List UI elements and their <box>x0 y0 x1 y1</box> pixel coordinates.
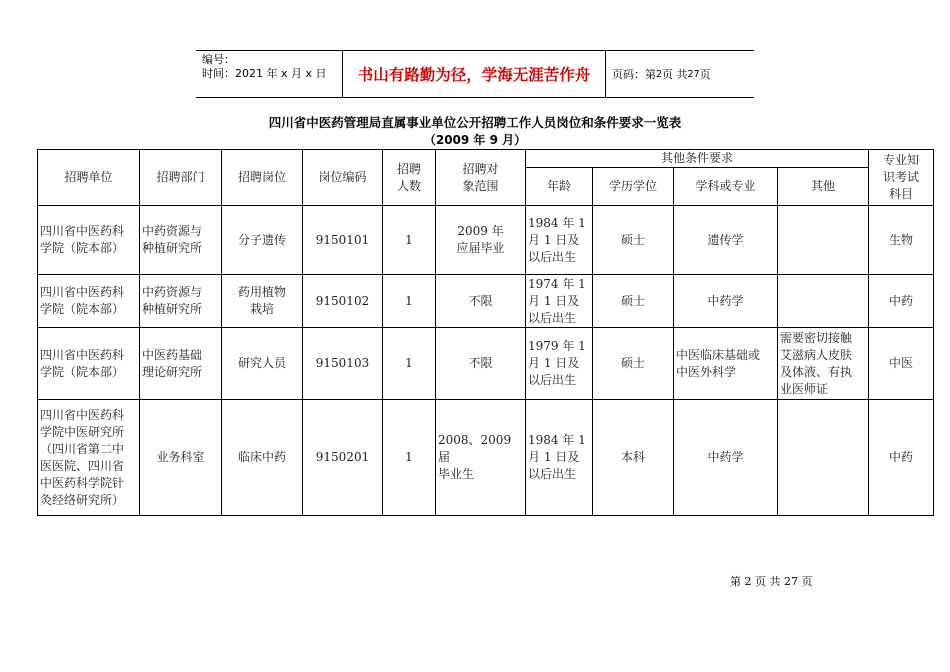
page-mid: 页 共 <box>662 68 688 81</box>
table-header-row <box>38 150 934 168</box>
cell-other: 需要密切接触 艾滋病人皮肤 及体液、有执 业医师证 <box>778 328 869 400</box>
table-row <box>38 206 934 275</box>
cell-edu: 硕士 <box>593 275 674 328</box>
document-subtitle: （2009 年 9 月） <box>423 133 527 147</box>
cell-unit: 四川省中医药科 学院（院本部） <box>38 328 140 400</box>
cell-count: 1 <box>383 400 436 516</box>
cell-count: 1 <box>383 206 436 275</box>
cell-major: 中药学 <box>674 400 778 516</box>
header-exam: 专业知 识考试 科目 <box>869 150 934 206</box>
cell-dept: 中药资源与 种植研究所 <box>140 275 222 328</box>
page-suffix: 页 <box>699 68 711 81</box>
header-meta <box>196 51 342 97</box>
cell-unit: 四川省中医药科 学院（院本部） <box>38 206 140 275</box>
cell-scope: 2009 年 应届毕业 <box>436 206 526 275</box>
cell-age: 1979 年 1 月 1 日及 以后出生 <box>526 328 593 400</box>
cell-edu: 本科 <box>593 400 674 516</box>
cell-exam: 中药 <box>869 275 934 328</box>
header-other: 其他 <box>778 168 869 206</box>
cell-post: 研究人员 <box>222 328 303 400</box>
header-edu: 学历学位 <box>593 168 674 206</box>
cell-other <box>778 400 869 516</box>
cell-code: 9150102 <box>303 275 383 328</box>
cell-count: 1 <box>383 275 436 328</box>
cell-age: 1974 年 1 月 1 日及 以后出生 <box>526 275 593 328</box>
cell-post: 药用植物 栽培 <box>222 275 303 328</box>
slogan: 书山有路勤为径，学海无涯苦作舟 <box>342 51 606 97</box>
header-unit: 招聘单位 <box>38 150 140 206</box>
serial-label: 编号： <box>202 53 235 66</box>
cell-major: 中医临床基础或 中医外科学 <box>674 328 778 400</box>
cell-scope: 不限 <box>436 275 526 328</box>
cell-edu: 硕士 <box>593 206 674 275</box>
cell-scope: 2008、2009 届 毕业生 <box>436 400 526 516</box>
cell-unit: 四川省中医药科 学院（院本部） <box>38 275 140 328</box>
page-prefix: 页码：第 <box>612 68 656 81</box>
header-scope: 招聘对 象范围 <box>436 150 526 206</box>
cell-unit: 四川省中医药科 学院中医研究所 （四川省第二中 医医院、四川省 中医药科学院针 灸经络研究所） <box>38 400 140 516</box>
cell-code: 9150101 <box>303 206 383 275</box>
cell-exam: 中医 <box>869 328 934 400</box>
cell-major: 遗传学 <box>674 206 778 275</box>
header-code: 岗位编码 <box>303 150 383 206</box>
cell-post: 分子遗传 <box>222 206 303 275</box>
cell-count: 1 <box>383 328 436 400</box>
cell-major: 中药学 <box>674 275 778 328</box>
table-row <box>38 328 934 400</box>
cell-edu: 硕士 <box>593 328 674 400</box>
cell-exam: 生物 <box>869 206 934 275</box>
header-dept: 招聘部门 <box>140 150 222 206</box>
page-footer: 第 2 页 共 27 页 <box>730 575 813 588</box>
table-row <box>38 275 934 328</box>
cell-age: 1984 年 1 月 1 日及 以后出生 <box>526 400 593 516</box>
header-post: 招聘岗位 <box>222 150 303 206</box>
cell-post: 临床中药 <box>222 400 303 516</box>
cell-exam: 中药 <box>869 400 934 516</box>
cell-dept: 业务科室 <box>140 400 222 516</box>
cell-dept: 中药资源与 种植研究所 <box>140 206 222 275</box>
page-indicator <box>606 51 754 97</box>
cell-age: 1984 年 1 月 1 日及 以后出生 <box>526 206 593 275</box>
document-title: 四川省中医药管理局直属事业单位公开招聘工作人员岗位和条件要求一览表 <box>268 115 682 130</box>
header-major: 学科或专业 <box>674 168 778 206</box>
header-other-group: 其他条件要求 <box>526 150 869 168</box>
cell-code: 9150103 <box>303 328 383 400</box>
cell-scope: 不限 <box>436 328 526 400</box>
cell-dept: 中医药基础 理论研究所 <box>140 328 222 400</box>
recruitment-table <box>37 149 934 516</box>
page-number: 2 <box>656 68 663 80</box>
table-row <box>38 400 934 516</box>
time-label: 时间：2021 年 x 月 x 日 <box>202 67 327 80</box>
page-total: 27 <box>687 68 700 80</box>
page-header <box>196 50 754 98</box>
cell-other <box>778 275 869 328</box>
header-age: 年龄 <box>526 168 593 206</box>
cell-code: 9150201 <box>303 400 383 516</box>
cell-other <box>778 206 869 275</box>
header-count: 招聘 人数 <box>383 150 436 206</box>
